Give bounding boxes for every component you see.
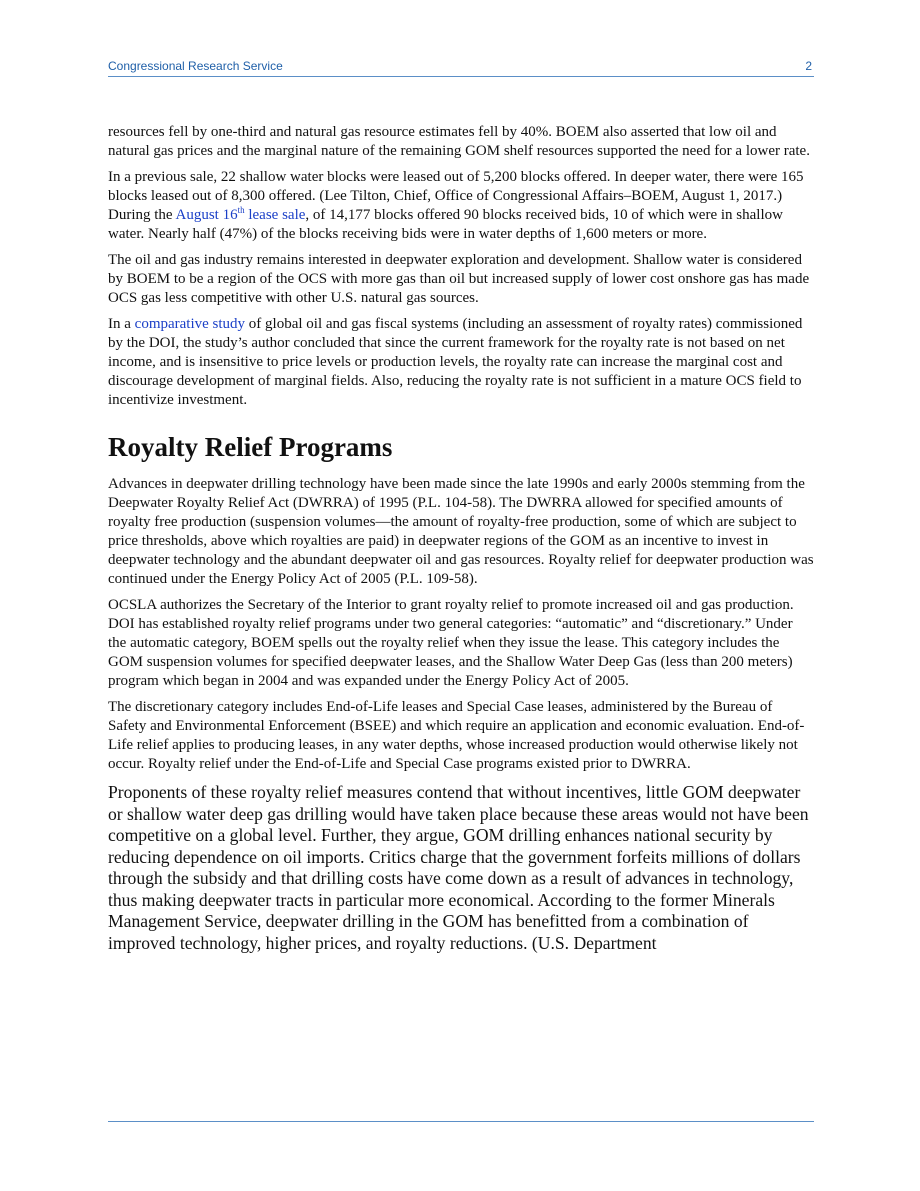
paragraph-lease-sale xyxy=(108,168,814,244)
paragraph-comparative-text-a: In a xyxy=(108,316,135,332)
paragraph-lease-sale-text-a: In a previous sale, 22 shallow water blocks were leased out of 5,200 blocks offered. In deeper water, there were 165 blocks leased out of 8,300 offered. (Lee Tilton, Chief, Office of Congressional Affairs–BOEM, August 1, 2017.) During the xyxy=(108,169,804,223)
paragraph-resources: resources fell by one-third and natural gas resource estimates fell by 40%. BOEM also asserted that low oil and natural gas prices and the marginal nature of the remaining GOM shelf resources supported the need for a lower rate. xyxy=(108,124,810,159)
section-heading: Royalty Relief Programs xyxy=(108,432,393,462)
paragraph-comparative-text-b: of global oil and gas fiscal systems (including an assessment of royalty rates) commissioned by the DOI, the study’s author concluded that since the current framework for the royalty rate is not based on net income, and is insensitive to price levels or production levels, the royalty rate can increase the marginal cost and discourage development of marginal fields. Also, reducing the royalty rate is not sufficient in a mature OCS field to incentivize investment. xyxy=(108,316,803,408)
footer-rule xyxy=(108,1121,814,1122)
paragraph-industry-interest: The oil and gas industry remains interested in deepwater exploration and development. Shallow water is considered by BOEM to be a region of the OCS with more gas than oil but increased supply of lower cost onshore gas has made OCS gas less competitive with other U.S. natural gas sources. xyxy=(108,252,810,306)
august-lease-sale-link[interactable] xyxy=(176,207,306,223)
paragraph-ocsla: OCSLA authorizes the Secretary of the Interior to grant royalty relief to promote increased oil and gas production. DOI has established royalty relief programs under two general categories: “automatic” and “discretionary.” Under the automatic category, BOEM spells out the royalty relief when they issue the lease. This category includes the GOM suspension volumes for specified deepwater leases, and the Shallow Water Deep Gas (less than 200 meters) program which began in 2004 and was expanded under the Energy Policy Act of 2005. xyxy=(108,597,794,689)
link-text-main: August 16 xyxy=(175,207,238,223)
link-superscript: th xyxy=(237,205,245,215)
page-number: 2 xyxy=(805,59,812,73)
link-text-tail: lease sale xyxy=(244,207,306,223)
comparative-study-link[interactable]: comparative study xyxy=(134,316,246,332)
header-organization: Congressional Research Service xyxy=(108,59,283,73)
paragraph-discretionary: The discretionary category includes End-of-Life leases and Special Case leases, administered by the Bureau of Safety and Environmental Enforcement (BSEE) and which require an application and economic evaluation. End-of-Life relief applies to producing leases, in any water depths, whose increased production would otherwise likely not occur. Royalty relief under the End-of-Life and Special Case programs existed prior to DWRRA. xyxy=(108,699,805,772)
page-header xyxy=(108,56,814,77)
paragraph-comparative-study xyxy=(108,315,814,410)
paragraph-lease-sale-text-b: , of 14,177 blocks offered 90 blocks received bids, 10 of which were in shallow water. Nearly half (47%) of the blocks receiving bids were in water depths of 1,600 meters or more. xyxy=(108,207,783,242)
paragraph-proponents: Proponents of these royalty relief measures contend that without incentives, little GOM deepwater or shallow water deep gas drilling would have taken place because these areas would not have been competitive on a global level. Further, they argue, GOM drilling enhances national security by reducing dependence on oil imports. Critics charge that the government forfeits millions of dollars through the subsidy and that drilling costs have come down as a result of advances in technology, thus making deepwater tracts in particular more economical. According to the former Minerals Management Service, deepwater drilling in the GOM has benefitted from a combination of improved technology, higher prices, and royalty reductions. (U.S. Department xyxy=(108,782,809,953)
document-body xyxy=(108,123,814,961)
paragraph-dwrra: Advances in deepwater drilling technology have been made since the late 1990s and early 2000s stemming from the Deepwater Royalty Relief Act (DWRRA) of 1995 (P.L. 104-58). The DWRRA allowed for specified amounts of royalty free production (suspension volumes—the amount of royalty-free production, some of which are subject to price thresholds, above which royalties are paid) in deepwater regions of the GOM as an incentive to invest in deepwater technology and the abundant deepwater oil and gas resources. Royalty relief for deepwater production was continued under the Energy Policy Act of 2005 (P.L. 109-58). xyxy=(108,476,814,587)
